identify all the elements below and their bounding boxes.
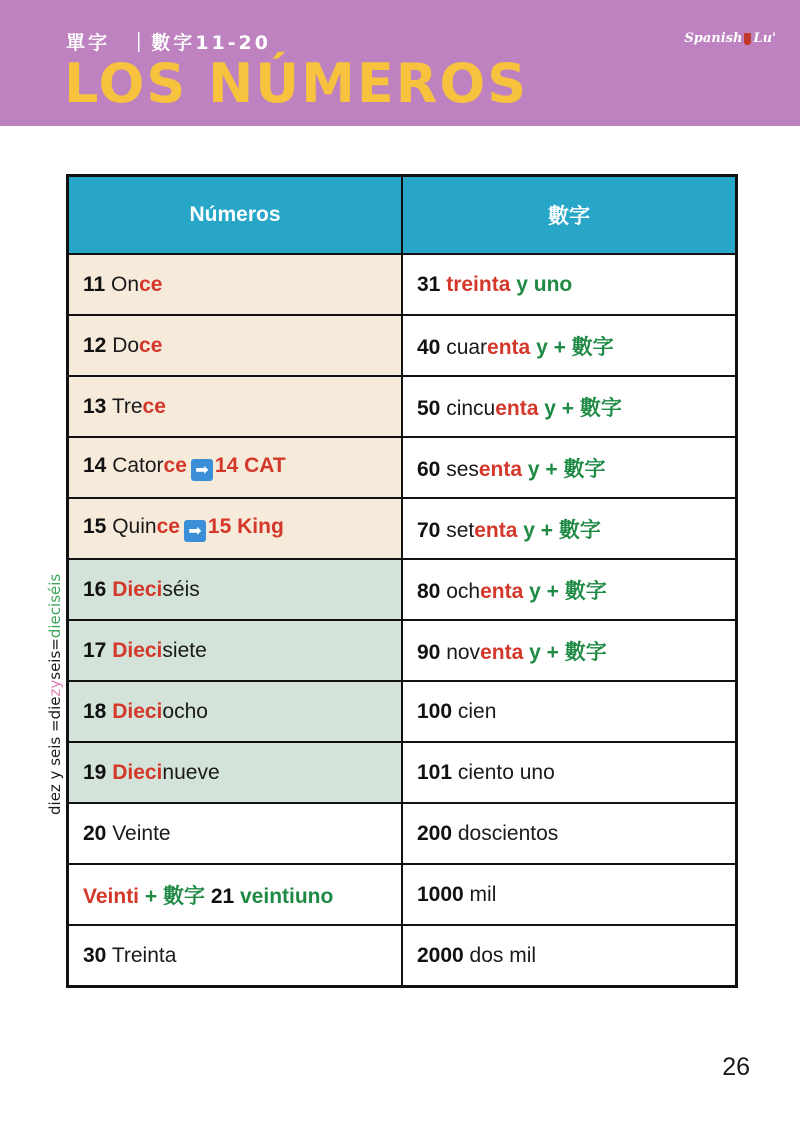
- cell-text: 17: [83, 638, 113, 662]
- cell-text: 1000: [417, 882, 464, 906]
- cell-text: enta: [487, 335, 531, 359]
- table-cell-right: [402, 925, 737, 987]
- cell-text: Dieci: [112, 638, 163, 662]
- arrow-right-icon: ➡: [191, 459, 213, 481]
- cell-text: 14: [83, 454, 107, 477]
- cell-text: enta: [478, 457, 523, 481]
- table-cell-left: [68, 864, 403, 925]
- table-cell-left: [68, 559, 403, 620]
- cell-text: set: [440, 518, 475, 542]
- table-row: [68, 925, 737, 987]
- cell-text: 16: [83, 577, 113, 601]
- cell-text: Cator: [106, 454, 164, 477]
- table-cell-right: [402, 559, 737, 620]
- cell-text: Veinti: [83, 884, 140, 908]
- table-row: [68, 864, 737, 925]
- cell-text: ciento uno: [452, 760, 555, 784]
- table-row: [68, 437, 737, 498]
- cell-text: 101: [417, 760, 453, 784]
- side-note: [46, 574, 64, 815]
- cell-text: ce: [156, 515, 180, 538]
- table-cell-right: [402, 254, 737, 315]
- page-header: [0, 0, 800, 126]
- table-cell-left: [68, 803, 403, 864]
- cell-text: Quin: [106, 515, 157, 538]
- cell-text: 11: [83, 272, 106, 296]
- cell-text: treinta: [446, 272, 511, 296]
- table-cell-right: [402, 864, 737, 925]
- cell-text: 31: [417, 272, 447, 296]
- table-cell-left: [68, 315, 403, 376]
- table-cell-right: [402, 437, 737, 498]
- cell-text: y uno: [510, 272, 573, 296]
- side-note-part: y: [46, 679, 64, 689]
- cell-text: Dieci: [112, 577, 163, 601]
- cell-text: nueve: [162, 760, 220, 784]
- table-cell-left: [68, 498, 403, 559]
- table-cell-right: [402, 742, 737, 803]
- cell-text: 60: [417, 457, 441, 481]
- table-cell-right: [402, 681, 737, 742]
- cell-text: 100: [417, 699, 453, 723]
- cell-text: Treinta: [106, 943, 177, 967]
- table-row: [68, 376, 737, 437]
- table-row: [68, 620, 737, 681]
- cell-text: 90: [417, 640, 441, 664]
- cell-text: 20: [83, 821, 107, 845]
- brand-text-left: Spanish: [684, 31, 743, 46]
- column-header-shuzi: 數字: [402, 176, 737, 255]
- table-cell-left: [68, 620, 403, 681]
- side-note-part: z: [46, 688, 64, 697]
- table-row: [68, 681, 737, 742]
- cell-text: 50: [417, 396, 441, 420]
- cell-text: Dieci: [112, 760, 163, 784]
- cell-text: Do: [106, 333, 140, 357]
- cell-text: och: [440, 579, 481, 603]
- cell-text: enta: [495, 396, 539, 420]
- cell-text: y + 數字: [523, 579, 607, 603]
- cell-text: doscientos: [452, 821, 559, 845]
- side-note-part: diez y seis =die: [46, 696, 64, 815]
- cell-text: 14 CAT: [214, 454, 286, 477]
- cell-text: y + 數字: [523, 640, 607, 664]
- cell-text: veintiuno: [234, 884, 334, 908]
- table-row: [68, 254, 737, 315]
- table-cell-left: [68, 437, 403, 498]
- table-row: [68, 498, 737, 559]
- table-cell-left: [68, 742, 403, 803]
- cell-text: Tre: [106, 394, 143, 418]
- table-cell-right: [402, 376, 737, 437]
- cell-text: enta: [480, 579, 524, 603]
- cell-text: 15 King: [207, 515, 284, 538]
- table-cell-right: [402, 620, 737, 681]
- table-cell-left: [68, 254, 403, 315]
- cell-text: cuar: [440, 335, 488, 359]
- side-note-part: dieciséis: [46, 573, 64, 639]
- cell-text: dos mil: [463, 943, 537, 967]
- table-cell-left: [68, 376, 403, 437]
- cell-text: y + 數字: [517, 518, 601, 542]
- cell-text: ocho: [162, 699, 208, 723]
- side-note-part: seis=: [46, 638, 64, 680]
- cell-text: cincu: [440, 396, 496, 420]
- page-title: LOS NÚMEROS: [64, 52, 529, 115]
- cell-text: 40: [417, 335, 441, 359]
- cell-text: ce: [139, 272, 163, 296]
- table-row: [68, 803, 737, 864]
- cell-text: enta: [480, 640, 524, 664]
- cell-text: 200: [417, 821, 453, 845]
- column-header-numeros: Números: [68, 176, 403, 255]
- cup-icon: [744, 33, 751, 45]
- table-row: [68, 559, 737, 620]
- cell-text: 70: [417, 518, 441, 542]
- page-number: 26: [722, 1053, 750, 1081]
- cell-text: 15: [83, 515, 107, 538]
- cell-text: 12: [83, 333, 107, 357]
- table-cell-left: [68, 681, 403, 742]
- cell-text: 21: [210, 884, 235, 908]
- cell-text: 30: [83, 943, 107, 967]
- cell-text: Veinte: [106, 821, 171, 845]
- table-cell-right: [402, 315, 737, 376]
- cell-text: + 數字: [139, 884, 211, 908]
- cell-text: séis: [162, 577, 200, 601]
- cell-text: nov: [440, 640, 481, 664]
- table-cell-right: [402, 498, 737, 559]
- table-header-row: [68, 176, 737, 255]
- table-cell-right: [402, 803, 737, 864]
- cell-text: y + 數字: [522, 457, 606, 481]
- cell-text: On: [105, 272, 140, 296]
- cell-text: ce: [163, 454, 187, 477]
- table-row: [68, 315, 737, 376]
- page-subtitle: 單字 ｜數字11-20: [66, 32, 271, 54]
- cell-text: 2000: [417, 943, 464, 967]
- table-cell-left: [68, 925, 403, 987]
- arrow-right-icon: ➡: [184, 520, 206, 542]
- cell-text: enta: [474, 518, 518, 542]
- cell-text: ce: [139, 333, 163, 357]
- brand-text-right: Lu': [753, 31, 776, 46]
- cell-text: 13: [83, 394, 107, 418]
- numbers-table: [66, 174, 738, 988]
- brand-logo: [684, 31, 776, 46]
- cell-text: ses: [440, 457, 479, 481]
- cell-text: cien: [452, 699, 497, 723]
- cell-text: mil: [463, 882, 497, 906]
- cell-text: y + 數字: [530, 335, 614, 359]
- table-row: [68, 742, 737, 803]
- cell-text: 18: [83, 699, 113, 723]
- cell-text: ce: [142, 394, 166, 418]
- cell-text: 19: [83, 760, 113, 784]
- cell-text: 80: [417, 579, 441, 603]
- cell-text: Dieci: [112, 699, 163, 723]
- cell-text: siete: [162, 638, 207, 662]
- cell-text: y + 數字: [538, 396, 622, 420]
